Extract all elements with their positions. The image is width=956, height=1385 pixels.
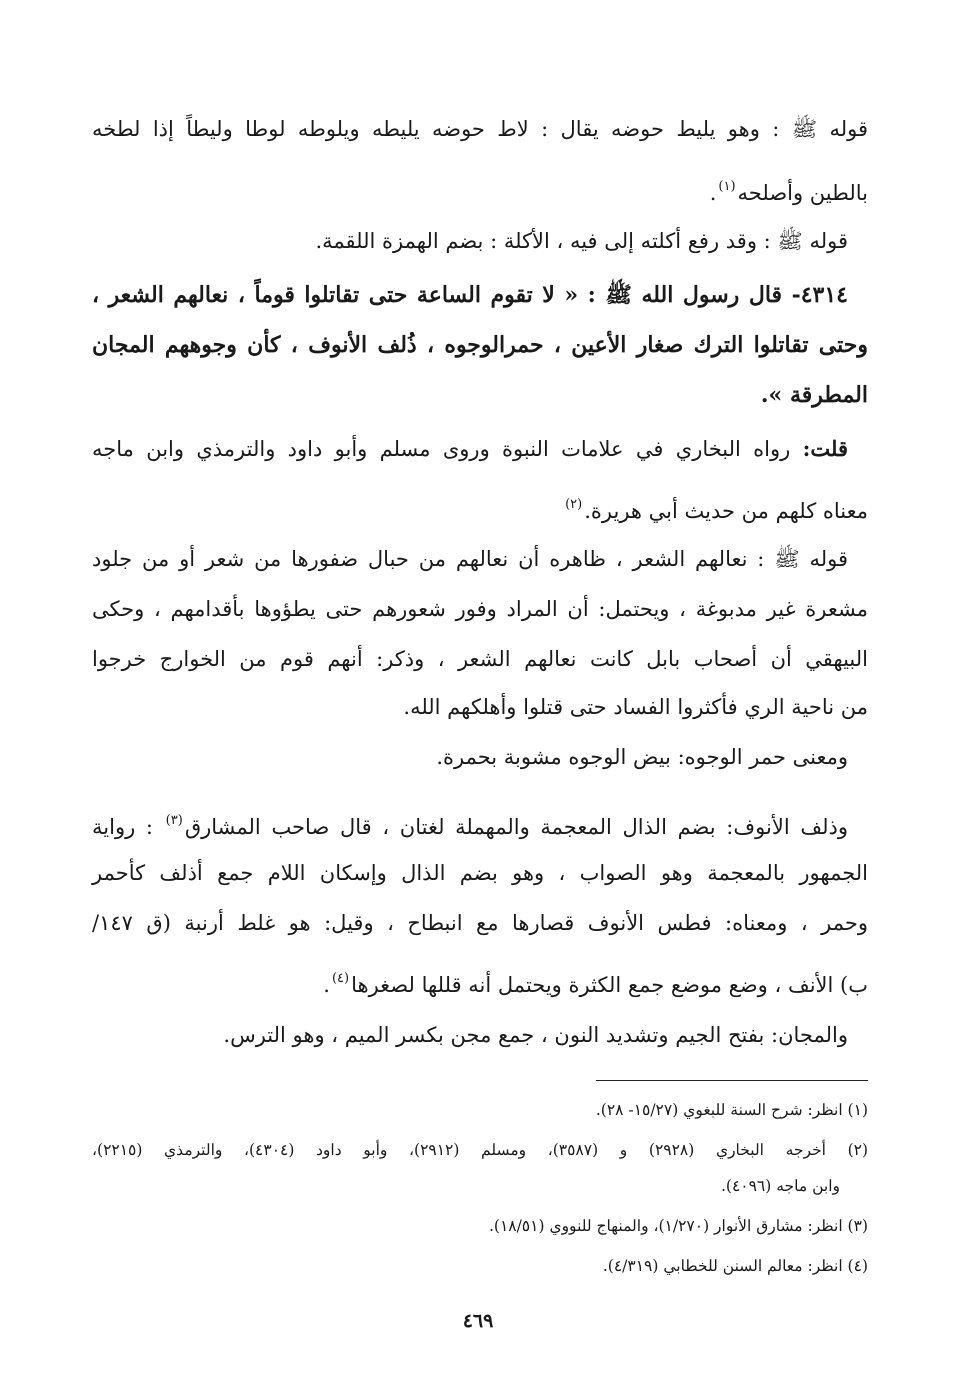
footnote-ref: (١): [718, 179, 736, 194]
hadith-line: ٤٣١٤- قال رسول الله ﷺ : « لا تقوم الساعة حتى تقاتلوا قوماً ، نعالهم الشعر ،: [92, 282, 848, 308]
commentary-line: البيهقي أن أصحاب بابل كانت نعالهم الشعر ، وذكر: أنهم قوم من الخوارج خرجوا: [92, 647, 868, 671]
footnote: (٣) انظر: مشارق الأنوار (١/٢٧٠)، والمنهاج للنووي (١٨/٥١).: [488, 1217, 868, 1235]
commentary-line: وحمر ، ومعناه: فطس الأنوف قصارها مع انبطاح ، وقيل: هو غلط أرنبة (ق ١٤٧/: [92, 911, 868, 935]
footnote-ref: (٢): [565, 497, 583, 512]
qult-text: معناه كلهم من حديث أبي هريرة.: [584, 499, 868, 523]
qult-text: رواه البخاري في علامات النبوة وروى مسلم وأبو داود والترمذي وابن ماجه: [92, 437, 791, 461]
commentary-line: الجمهور بالمعجمة وهو الصواب ، وهو بضم الذال وإسكان اللام جمع أذلف كأحمر: [92, 861, 868, 885]
commentary-line: [92, 804, 848, 844]
commentary-line: [92, 170, 868, 210]
footnote: وابن ماجه (٤٠٩٦).: [720, 1177, 840, 1195]
footnote-ref: (٣): [165, 813, 183, 828]
commentary-text: وذلف الأنوف: بضم الذال المعجمة والمهملة لغتان ، قال صاحب المشارق: [184, 815, 848, 839]
commentary-line: مشعرة غير مدبوغة ، ويحتمل: أن المراد وفور شعورهم حتى يطؤوها بأقدامهم ، وحكى: [92, 597, 868, 621]
footnote: (٢) أخرجه البخاري (٢٩٢٨) و (٣٥٨٧)، ومسلم (٢٩١٢)، وأبو داود (٤٣٠٤)، والترمذي (٢٢١٥)،: [92, 1141, 869, 1159]
commentary-line: قوله ﷺ : نعالهم الشعر ، ظاهره أن نعالهم من حبال ضفورها من شعر أو من جلود: [92, 547, 848, 571]
commentary-text: : رواية: [92, 815, 153, 839]
commentary-line: قوله ﷺ : وهو يليط حوضه يقال : لاط حوضه يليطه ويلوطه لوطا وليطاً إذا لطخه: [92, 117, 868, 141]
commentary-line: والمجان: بفتح الجيم وتشديد النون ، جمع مجن بكسر الميم ، وهو الترس.: [223, 1023, 848, 1047]
hadith-line: وحتى تقاتلوا الترك صغار الأعين ، حمرالوجوه ، ذُلف الأنوف ، كأن وجوههم المجان: [92, 332, 868, 358]
footnote: (٤) انظر: معالم السنن للخطابي (٤/٣١٩).: [602, 1257, 868, 1275]
qult-line: [92, 432, 848, 466]
commentary-line: ومعنى حمر الوجوه: بيض الوجوه مشوبة بحمرة.: [436, 745, 848, 769]
qult-label: قلت:: [802, 436, 848, 461]
footnote: (١) انظر: شرح السنة للبغوي (١٥/٢٧- ٢٨).: [595, 1101, 868, 1119]
commentary-text: بالطين وأصلحه: [737, 181, 868, 205]
punctuation: .: [323, 973, 330, 997]
commentary-line: [92, 962, 868, 1002]
commentary-line: قوله ﷺ : وقد رفع أكلته إلى فيه ، الأكلة : بضم الهمزة اللقمة.: [315, 229, 848, 253]
page-number: ٤٦٩: [462, 1310, 494, 1332]
qult-line: [92, 488, 868, 528]
punctuation: .: [709, 181, 717, 205]
footnote-separator: [596, 1080, 868, 1081]
commentary-line: من ناحية الري فأكثروا الفساد حتى قتلوا وأهلكهم الله.: [403, 695, 868, 719]
footnote-ref: (٤): [331, 971, 350, 986]
hadith-line: المطرقة ».: [760, 382, 868, 408]
commentary-text: ب) الأنف ، وضع موضع جمع الكثرة ويحتمل أنه قللها لصغرها: [351, 973, 868, 997]
